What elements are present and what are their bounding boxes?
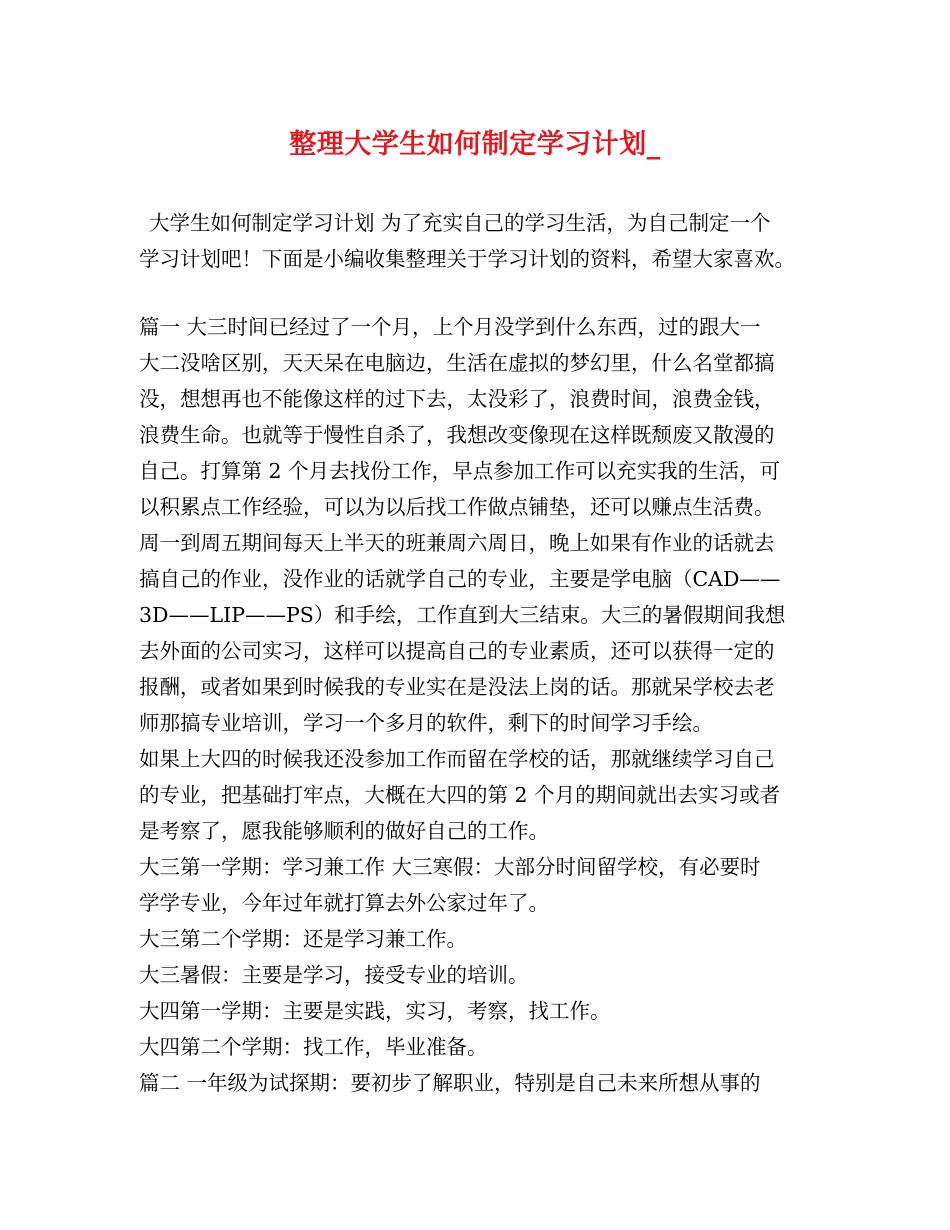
body-line: 去外面的公司实习，这样可以提高自己的专业素质，还可以获得一定的 — [139, 639, 775, 663]
body-line: 篇一 大三时间已经过了一个月，上个月没学到什么东西，过的跟大一 — [139, 315, 761, 339]
body-line: 如果上大四的时候我还没参加工作而留在学校的话，那就继续学习自己 — [139, 747, 775, 771]
body-line: 师那搞专业培训，学习一个多月的软件，剩下的时间学习手绘。 — [139, 711, 713, 735]
body-line: 大三第二个学期：还是学习兼工作。 — [139, 927, 467, 951]
body-line: 的专业，把基础打牢点，大概在大四的第 2 个月的期间就出去实习或者 — [139, 783, 781, 807]
body-line: 大四第一学期：主要是实践，实习，考察，找工作。 — [139, 999, 611, 1023]
body-line: 大二没啥区别，天天呆在电脑边，生活在虚拟的梦幻里，什么名堂都搞 — [139, 351, 775, 375]
body-line: 搞自己的作业，没作业的话就学自己的专业，主要是学电脑（CAD—— — [139, 567, 781, 591]
document-title: 整理大学生如何制定学习计划_ — [289, 129, 661, 160]
body-line: 没，想想再也不能像这样的过下去，太没彩了，浪费时间，浪费金钱， — [139, 387, 775, 411]
body-line: 3D——LIP——PS）和手绘，工作直到大三结束。大三的暑假期间我想 — [139, 603, 786, 627]
body-line: 篇二 一年级为试探期：要初步了解职业，特别是自己未来所想从事的 — [139, 1071, 761, 1095]
body-line: 大三第一学期：学习兼工作 大三寒假：大部分时间留学校，有必要时 — [139, 855, 761, 879]
body-line: 是考察了，愿我能够顺利的做好自己的工作。 — [139, 819, 549, 843]
intro-line: 学习计划吧！下面是小编收集整理关于学习计划的资料，希望大家喜欢。 — [139, 247, 795, 271]
body-line: 大三暑假：主要是学习，接受专业的培训。 — [139, 963, 529, 987]
intro-paragraph — [139, 205, 829, 277]
body-line: 周一到周五期间每天上半天的班兼周六周日，晚上如果有作业的话就去 — [139, 531, 775, 555]
body-line: 大四第二个学期：找工作，毕业准备。 — [139, 1035, 488, 1059]
body-line: 以积累点工作经验，可以为以后找工作做点铺垫，还可以赚点生活费。 — [139, 495, 775, 519]
intro-line: 大学生如何制定学习计划 为了充实自己的学习生活，为自己制定一个 — [149, 211, 771, 235]
body-line: 浪费生命。也就等于慢性自杀了，我想改变像现在这样既颓废又散漫的 — [139, 423, 775, 447]
body-line: 自己。打算第 2 个月去找份工作，早点参加工作可以充实我的生活，可 — [139, 459, 781, 483]
body-line: 学学专业，今年过年就打算去外公家过年了。 — [139, 891, 549, 915]
body-line: 报酬，或者如果到时候我的专业实在是没法上岗的话。那就呆学校去老 — [139, 675, 775, 699]
body-paragraphs — [139, 309, 829, 1101]
